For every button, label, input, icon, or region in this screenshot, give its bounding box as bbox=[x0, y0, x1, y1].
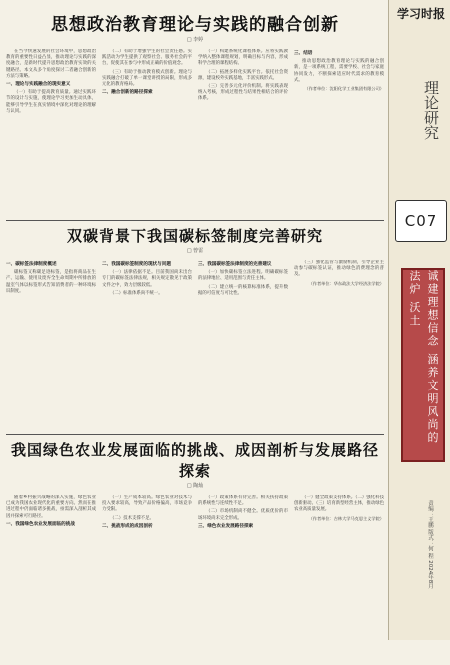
article-carbon-label bbox=[6, 220, 384, 430]
subheading: 三、绿色农业发展路径探索 bbox=[198, 523, 254, 529]
article-title: 我国绿色农业发展面临的挑战、成因剖析与发展路径探索 bbox=[10, 441, 379, 480]
paragraph: （二）技术支撑不足。 bbox=[110, 515, 154, 521]
paragraph: 碳标签又称碳足迹标签，是指将商品在生产、运输、使用及废弃全生命周期中所排放的温室气体以标签形式告知消费者的一种环境标识制度。 bbox=[6, 270, 96, 294]
main-content bbox=[6, 6, 384, 636]
paragraph: （一）有助于提高教育质量。通过实践环节的设计与实施，使理论学习更加生动具体，能够引导学生在真实情境中深化对理论的理解与认同。 bbox=[6, 90, 96, 114]
masthead-logo bbox=[395, 8, 447, 23]
subheading: 二、融合创新的路径探索 bbox=[102, 90, 153, 96]
article-column-4 bbox=[294, 260, 384, 428]
paragraph: （三）有助于推动教育模式创新。理论与实践融合打破了单一课堂讲授的局限，形成多元化的教育格局。 bbox=[102, 69, 192, 88]
article-byline: □ 陶灿 bbox=[186, 483, 204, 489]
article-column-2 bbox=[102, 49, 192, 229]
paragraph: （二）建立统一的核算标准体系，提升数据的可信度与可比性。 bbox=[198, 284, 288, 296]
masthead-text: 学习时报 bbox=[396, 7, 445, 21]
paragraph: （二）标准体系尚不统一。 bbox=[110, 290, 163, 296]
article-columns bbox=[6, 49, 384, 229]
article-column-4 bbox=[294, 49, 384, 229]
paragraph: （二）有助于增强学生的社会责任感。实践活动为学生提供了观察社会、服务社会的平台，促使其在参与中形成正确的价值观念。 bbox=[102, 49, 192, 67]
red-seal-banner bbox=[401, 268, 445, 462]
paragraph: （二）市场机制尚不健全。优质优价的市场环境尚未完全形成。 bbox=[198, 509, 288, 521]
author-affiliation: （作者单位：华东政法大学经济法学院） bbox=[308, 280, 384, 286]
paragraph: （一）构建系统化课程体系。应将实践教学纳入整体课程规划，明确目标与内容，形成科学合理的课程结构。 bbox=[198, 49, 288, 67]
paragraph: （一）生产成本较高。绿色农业对技术与投入要求较高，导致产品价格偏高，市场竞争力受限。 bbox=[102, 495, 192, 513]
paragraph: （一）加快碳标签立法进程。明确碳标签的法律地位、适用范围与责任主体。 bbox=[198, 270, 288, 282]
article-byline: □ 李婷 bbox=[186, 37, 204, 43]
paragraph: （三）强化监管与激励机制，引导企业主动参与碳标签认证，推动绿色消费理念的普及。 bbox=[294, 260, 384, 278]
paragraph: （一）政策体系有待完善。相关扶持政策的系统性与连续性不足。 bbox=[198, 495, 288, 507]
subheading: 一、碳标签法律制度概述 bbox=[6, 262, 57, 267]
paragraph: 在当今快速发展的社会环境中，思想政治教育的重要性日益凸显，推动理论与实践的深度融合，是新时代提升思想政治教育实效的关键路径。本文从多个角度探讨二者融合创新的方法与策略。 bbox=[6, 49, 96, 79]
paragraph: 随着乡村振兴战略的深入实施，绿色农业已成为我国农业现代化的重要方向。然而在推进过程中仍面临诸多挑战，亟需深入剖析其成因并探索可行路径。 bbox=[6, 495, 96, 519]
article-byline: □ 曾雷 bbox=[186, 248, 204, 254]
author-affiliation: （作者单位：沈阳化学工业集团有限公司） bbox=[304, 86, 384, 92]
article-columns bbox=[6, 260, 384, 428]
article-column-3 bbox=[198, 260, 288, 428]
article-green-agriculture bbox=[6, 434, 384, 644]
subheading: 三、我国碳标签法律制度的完善建议 bbox=[198, 262, 272, 267]
section-name: 理论研究 bbox=[422, 80, 440, 140]
paragraph: 推动思想政治教育理论与实践的融合创新，是一项系统工程，需要学校、社会与家庭协同发力，不断探索适应时代需求的教育模式。 bbox=[294, 59, 384, 83]
article-title: 双碳背景下我国碳标签制度完善研究 bbox=[66, 227, 323, 245]
page-sidebar bbox=[388, 0, 450, 640]
article-column-1 bbox=[6, 260, 96, 428]
subheading: 二、挑战形成的成因剖析 bbox=[102, 523, 153, 529]
paragraph: （一）法律依据不足。目前我国尚未出台专门的碳标签法律法规，相关规定散见于政策文件之中，效力层级较低。 bbox=[102, 270, 192, 288]
paragraph: （一）健全政策支持体系。（二）强化科技创新驱动。（三）培育新型经营主体，推动绿色农业高质量发展。 bbox=[294, 495, 384, 513]
subheading: 二、我国碳标签制度的现状与问题 bbox=[102, 262, 171, 267]
article-title: 思想政治教育理论与实践的融合创新 bbox=[51, 15, 339, 35]
subheading: 三、结语 bbox=[294, 51, 313, 56]
article-column-3 bbox=[198, 49, 288, 229]
subheading: 一、理论与实践融合的现实意义 bbox=[6, 82, 71, 88]
article-column-1 bbox=[6, 49, 96, 229]
paragraph: （三）完善多元化评价机制。将实践表现纳入考核，形成过程性与结果性相结合的评价体系。 bbox=[198, 84, 288, 102]
editor-credits: 责编：王鹏 版式：何 程 2024年8月 bbox=[427, 500, 433, 589]
page-number-badge: C07 bbox=[395, 200, 447, 242]
article-column-2 bbox=[102, 260, 192, 428]
subheading: 一、我国绿色农业发展面临的挑战 bbox=[6, 521, 75, 527]
seal-text: 诚建理想信念 涵养文明风尚的 法炉 沃土 bbox=[408, 270, 439, 445]
author-affiliation: （作者单位：吉林大学马克思主义学院） bbox=[308, 515, 384, 521]
paragraph: （二）拓展多样化实践平台。依托社会资源，建设校外实践基地，丰富实践形式。 bbox=[198, 69, 288, 81]
article-ideological-education bbox=[6, 6, 384, 216]
